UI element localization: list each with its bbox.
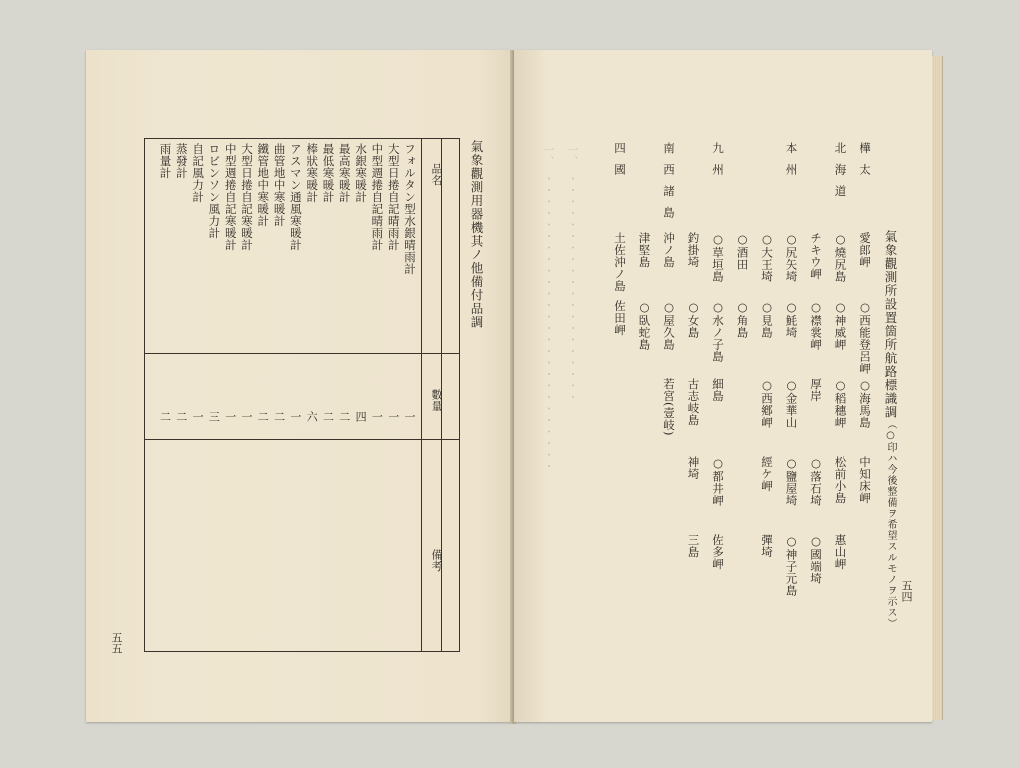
station-entry: ○大王埼 (760, 232, 774, 283)
region-name: 四國 (613, 142, 627, 185)
table-item-name: 中型週捲自記寒暖計 (223, 143, 238, 251)
table-item-name: 大型日捲自記寒暖計 (240, 143, 254, 251)
station-entry: 津堅島 (637, 232, 652, 268)
header-item: 品名 (430, 163, 443, 186)
station-entry: ○屋久島 (662, 300, 676, 351)
table-item-quantity: 二 (256, 411, 270, 423)
page-edges (932, 56, 943, 720)
right-page (514, 50, 932, 722)
station-entry: 松前小島 (833, 456, 848, 504)
table-item-name: 鐵管地中寒暖計 (256, 143, 271, 227)
header-quantity: 數量 (430, 389, 443, 412)
table-item-quantity: 三 (207, 411, 221, 423)
station-entry: 三島 (686, 534, 701, 558)
page-number-right: 五四 (900, 580, 913, 602)
equipment-table (144, 138, 460, 652)
station-entry: 土佐沖ノ島 (613, 232, 627, 292)
table-item-quantity: 六 (305, 411, 319, 423)
region-name: 南西諸島 (662, 142, 676, 228)
table-item-name: 蒸發計 (174, 143, 189, 179)
station-entry: 彈埼 (760, 534, 774, 558)
table-title: 氣象觀測用器機其ノ他備付品調 (469, 140, 484, 329)
station-entry: ○見島 (760, 300, 774, 339)
station-entry: ○國端埼 (809, 534, 823, 585)
list-title (884, 230, 897, 629)
station-entry: ○都井岬 (711, 456, 725, 507)
station-entry: 佐多岬 (711, 534, 725, 570)
header-note: 備考 (430, 549, 443, 572)
table-item-name: 曲管地中寒暖計 (272, 143, 287, 227)
left-page (86, 50, 512, 722)
table-item-quantity: 二 (321, 411, 335, 423)
station-entry: ○西能登呂岬 (858, 300, 872, 375)
station-entry: ○草垣島 (711, 232, 725, 283)
station-entry: 神埼 (686, 456, 701, 480)
station-entry: ○鹽屋埼 (784, 456, 799, 507)
station-entry: ○落石埼 (809, 456, 823, 507)
table-item-name: 雨量計 (158, 143, 173, 179)
table-item-quantity: 一 (370, 411, 384, 423)
table-item-name: 水銀寒暖計 (354, 143, 369, 203)
table-item-quantity: 二 (158, 411, 172, 423)
list-title-note: （○印ハ今後整備ヲ希望スルモノヲ示ス） (885, 419, 896, 629)
station-entry: ○尻矢埼 (784, 232, 799, 283)
table-item-quantity: 一 (386, 411, 400, 423)
table-item-name: フォルタン型水銀晴雨計 (403, 143, 417, 275)
station-entry: 中知床岬 (858, 456, 872, 504)
station-entry: 若宮(壹岐) (662, 378, 676, 436)
region-name: 本州 (784, 142, 799, 185)
list-title-text: 氣象觀測所設置箇所航路標識調 (883, 230, 898, 419)
station-entry: ○角島 (735, 300, 750, 339)
table-item-name: 最低寒暖計 (321, 143, 336, 203)
station-entry: ○西鄕岬 (760, 378, 774, 429)
station-entry: 厚岸 (809, 378, 823, 402)
station-entry: 沖ノ島 (662, 232, 676, 268)
table-item-quantity: 四 (354, 411, 368, 423)
station-entry: ○金華山 (784, 378, 799, 429)
table-item-name: アスマン通風寒暖計 (288, 143, 303, 251)
station-entry: 古志岐島 (686, 378, 701, 426)
table-divider (145, 439, 459, 440)
table-item-quantity: 二 (272, 411, 286, 423)
table-divider (421, 139, 422, 651)
station-entry: ○襟裳岬 (809, 300, 823, 351)
table-item-name: 自記風力計 (191, 143, 206, 203)
table-item-quantity: 一 (240, 411, 253, 423)
table-item-name: ロビンソン風力計 (207, 143, 222, 239)
table-item-quantity: 一 (223, 411, 237, 423)
station-entry: ○魹埼 (784, 300, 799, 339)
station-entry: ○酒田 (735, 232, 750, 271)
table-item-quantity: 一 (403, 411, 416, 423)
table-item-name: 中型週捲自記晴雨計 (370, 143, 385, 251)
table-item-name: 大型日捲自記晴雨計 (386, 143, 401, 251)
station-entry: ○神子元島 (784, 534, 799, 597)
station-entry: 佐田岬 (613, 300, 627, 336)
station-entry: 惠山岬 (833, 534, 848, 570)
table-item-quantity: 二 (337, 411, 351, 423)
table-item-quantity: 一 (288, 411, 302, 423)
station-entry: 釣掛埼 (686, 232, 701, 268)
station-entry: チキウ岬 (809, 232, 823, 280)
region-name: 九州 (711, 142, 725, 185)
table-item-name: 最高寒暖計 (337, 143, 352, 203)
page-number-left: 五五 (110, 632, 123, 654)
table-item-quantity: 一 (191, 411, 205, 423)
station-entry: 愛郎岬 (858, 232, 872, 268)
station-entry: 經ケ岬 (760, 456, 774, 492)
station-entry: ○海馬島 (858, 378, 872, 429)
station-entry: ○稻穗岬 (833, 378, 848, 429)
table-item-name: 棒狀寒暖計 (305, 143, 320, 203)
station-entry: ○燒尻島 (833, 232, 848, 283)
station-entry: ○水ノ子島 (711, 300, 725, 363)
region-name: 北海道 (833, 142, 848, 207)
table-item-quantity: 二 (174, 411, 188, 423)
station-entry: ○臥蛇島 (637, 300, 652, 351)
region-name: 樺太 (858, 142, 872, 185)
station-entry: ○神威岬 (833, 300, 848, 351)
open-book (86, 50, 942, 726)
table-divider (145, 353, 459, 354)
bleed-through-text: 一、 ・・・・・・・・・・・・・・・・・・・・・・・・・・ (542, 144, 555, 472)
station-entry: ○女島 (686, 300, 701, 339)
station-entry: 細島 (711, 378, 725, 402)
bleed-through-text: 一、 ・・・・・・・・・・・・・・・・・・・・ (566, 144, 579, 403)
